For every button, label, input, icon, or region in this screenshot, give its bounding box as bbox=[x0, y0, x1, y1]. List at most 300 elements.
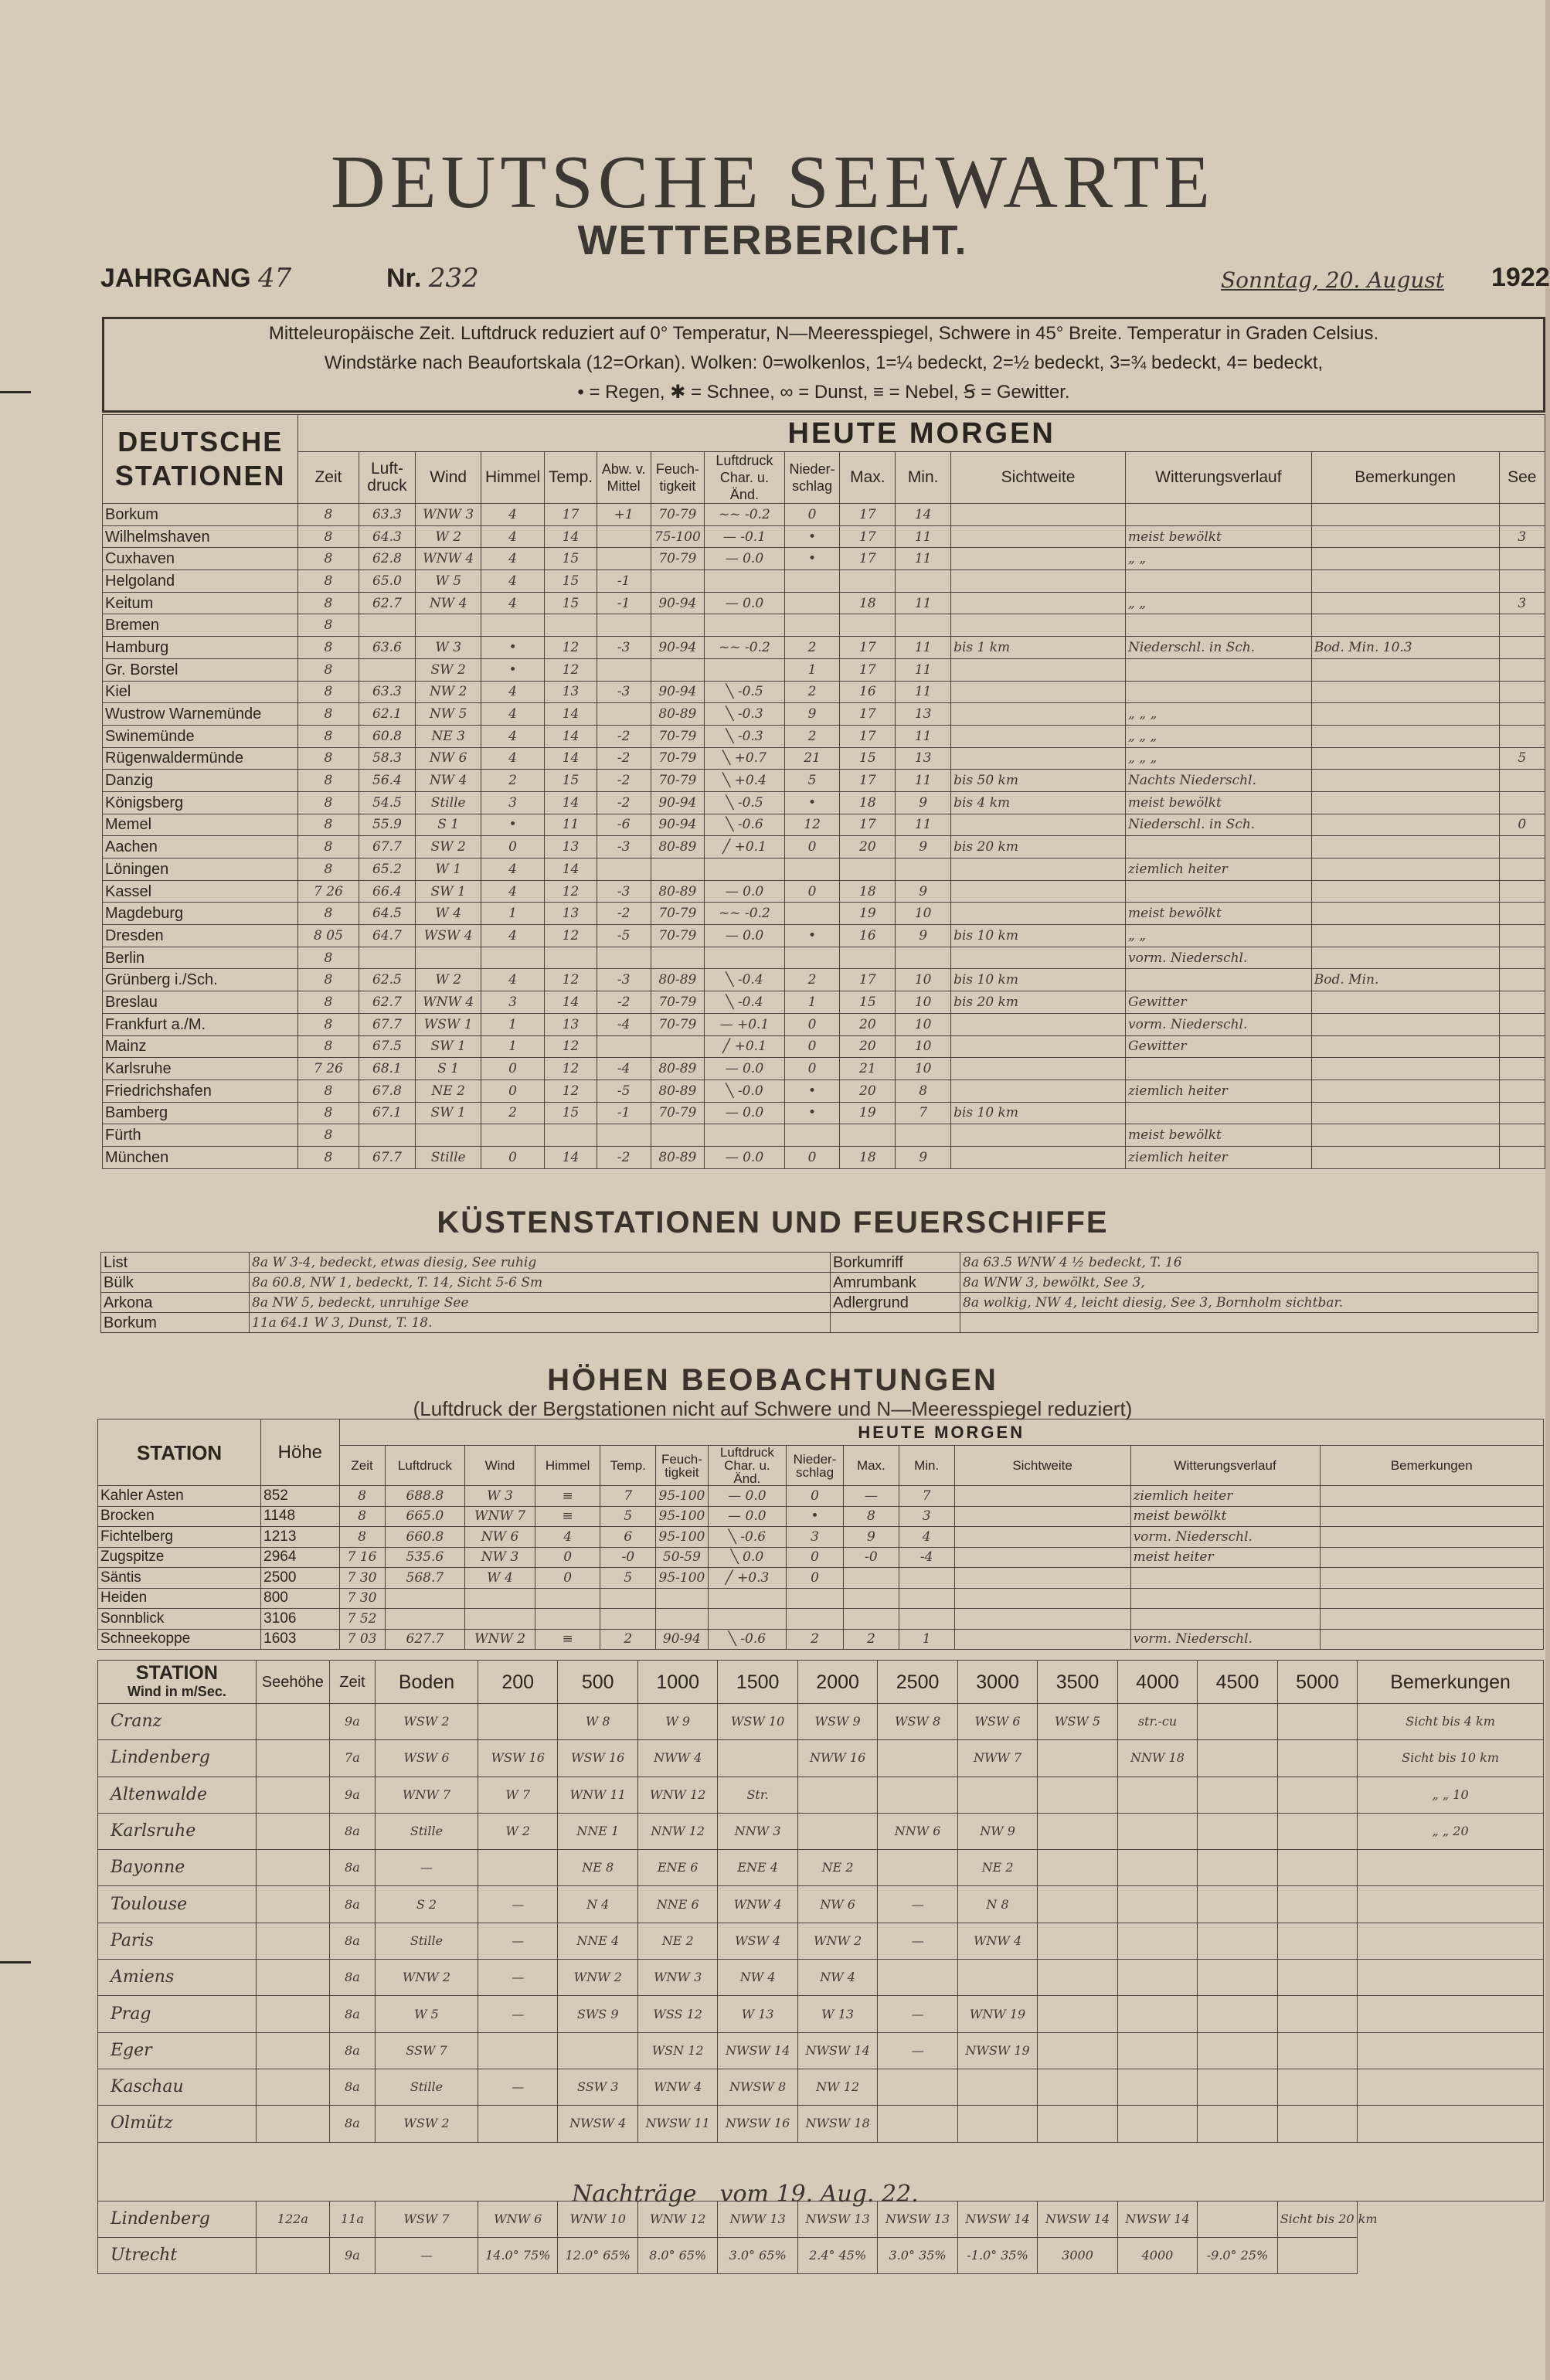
table-cell: 8 bbox=[298, 969, 359, 991]
table-cell: W 13 bbox=[797, 1996, 877, 2032]
table-cell: 8 bbox=[298, 504, 359, 526]
table-cell: 2.4° 45% bbox=[797, 2237, 877, 2273]
table-cell: • bbox=[481, 658, 544, 681]
table-cell: -4 bbox=[597, 1058, 651, 1080]
table-cell: W 2 bbox=[416, 525, 481, 548]
station-name: Paris bbox=[98, 1923, 257, 1959]
station-name: Berlin bbox=[103, 947, 298, 969]
german-stations-body bbox=[103, 504, 1545, 1169]
table-cell: NWSW 13 bbox=[878, 2201, 957, 2237]
table-cell: 8 bbox=[298, 947, 359, 969]
table-cell bbox=[954, 1568, 1130, 1589]
table-cell bbox=[878, 1850, 957, 1886]
table-cell: WSW 5 bbox=[1038, 1704, 1117, 1740]
table-row bbox=[103, 703, 1545, 726]
wind-col: Boden bbox=[375, 1661, 478, 1704]
table-cell: 8 05 bbox=[298, 925, 359, 947]
table-row bbox=[103, 1013, 1545, 1035]
legend-line-2: Windstärke nach Beaufortskala (12=Orkan). Wolken: 0=wolkenlos, 1=¼ bedeckt, 2=½ bedeckt, 3=¾ bedeckt, 4= bedeckt, bbox=[324, 352, 1324, 373]
wind-col: 2000 bbox=[797, 1661, 877, 1704]
table-cell bbox=[840, 614, 896, 637]
table-cell: Sicht bis 20 km bbox=[1277, 2201, 1357, 2237]
table-cell: 1 bbox=[481, 1035, 544, 1058]
table-cell: NW 4 bbox=[797, 1960, 877, 1996]
table-cell bbox=[896, 570, 951, 593]
table-cell bbox=[951, 1080, 1126, 1102]
table-cell: 10 bbox=[896, 1013, 951, 1035]
table-cell bbox=[256, 1850, 329, 1886]
table-cell bbox=[481, 614, 544, 637]
table-cell bbox=[1126, 614, 1312, 637]
table-cell: NW 4 bbox=[416, 592, 481, 614]
high-col: Temp. bbox=[600, 1446, 656, 1486]
coast-report: 8a 60.8, NW 1, bedeckt, T. 14, Sicht 5-6 Sm bbox=[250, 1273, 831, 1293]
table-cell bbox=[1499, 548, 1545, 570]
table-cell: NE 2 bbox=[637, 1923, 717, 1959]
table-cell bbox=[951, 570, 1126, 593]
table-cell: NW 6 bbox=[416, 747, 481, 770]
table-cell bbox=[787, 1588, 844, 1609]
table-cell: 1 bbox=[481, 1013, 544, 1035]
table-cell: -4 bbox=[899, 1547, 954, 1568]
wind-col: 2500 bbox=[878, 1661, 957, 1704]
table-cell bbox=[878, 1776, 957, 1813]
col-see: See bbox=[1499, 452, 1545, 504]
table-cell: WSW 6 bbox=[375, 1740, 478, 1776]
table-cell: ENE 4 bbox=[718, 1850, 797, 1886]
table-row bbox=[98, 1568, 1544, 1589]
table-cell: NW 6 bbox=[465, 1527, 535, 1548]
table-cell: -0 bbox=[843, 1547, 899, 1568]
table-cell: 18 bbox=[840, 592, 896, 614]
mountain-stations-body bbox=[98, 1486, 1544, 1650]
table-cell bbox=[1126, 880, 1312, 903]
table-cell: WNW 4 bbox=[416, 991, 481, 1014]
table-cell bbox=[256, 1776, 329, 1813]
table-cell: -0 bbox=[600, 1547, 656, 1568]
table-cell: 0 bbox=[787, 1486, 844, 1507]
high-col: Luftdruck bbox=[385, 1446, 464, 1486]
table-cell: 7 52 bbox=[339, 1609, 385, 1630]
station-name: Mainz bbox=[103, 1035, 298, 1058]
table-cell bbox=[600, 1609, 656, 1630]
table-cell: 8 bbox=[298, 658, 359, 681]
table-cell bbox=[1358, 1923, 1544, 1959]
table-cell: 8a bbox=[329, 1813, 375, 1849]
table-cell: 1148 bbox=[261, 1506, 339, 1527]
table-cell: WSW 16 bbox=[478, 1740, 558, 1776]
table-row bbox=[103, 858, 1545, 881]
table-row bbox=[98, 1609, 1544, 1630]
table-cell bbox=[1311, 570, 1499, 593]
table-cell: ziemlich heiter bbox=[1126, 858, 1312, 881]
heute-morgen-heading: HEUTE MORGEN bbox=[298, 415, 1545, 452]
high-heute-morgen: HEUTE MORGEN bbox=[339, 1420, 1543, 1446]
table-cell: NE 2 bbox=[797, 1850, 877, 1886]
table-cell: W 3 bbox=[416, 637, 481, 659]
table-cell: ╲ +0.7 bbox=[705, 747, 784, 770]
col-himmel: Himmel bbox=[481, 452, 544, 504]
table-cell: W 4 bbox=[416, 903, 481, 925]
table-cell: bis 1 km bbox=[951, 637, 1126, 659]
table-cell: WSW 8 bbox=[878, 1704, 957, 1740]
table-cell bbox=[1198, 2032, 1277, 2069]
table-cell: vorm. Niederschl. bbox=[1126, 947, 1312, 969]
table-cell: 64.3 bbox=[359, 525, 416, 548]
table-cell: S 2 bbox=[375, 1886, 478, 1923]
table-cell: 11 bbox=[896, 637, 951, 659]
table-row bbox=[98, 2106, 1544, 2142]
high-col: Wind bbox=[465, 1446, 535, 1486]
table-cell: 8 bbox=[298, 570, 359, 593]
table-cell: -1 bbox=[597, 592, 651, 614]
table-cell bbox=[656, 1588, 709, 1609]
table-cell: 3.0° 35% bbox=[878, 2237, 957, 2273]
table-cell: 10 bbox=[896, 1035, 951, 1058]
table-row bbox=[103, 836, 1545, 858]
table-cell: 1 bbox=[784, 991, 840, 1014]
table-cell bbox=[1117, 1776, 1197, 1813]
table-cell bbox=[1311, 814, 1499, 836]
table-cell bbox=[1311, 681, 1499, 703]
table-cell bbox=[535, 1609, 600, 1630]
table-cell: 122a bbox=[256, 2201, 329, 2237]
table-cell bbox=[899, 1609, 954, 1630]
table-cell: -4 bbox=[597, 1013, 651, 1035]
table-cell: 50-59 bbox=[656, 1547, 709, 1568]
table-cell bbox=[1038, 2032, 1117, 2069]
table-cell bbox=[843, 1609, 899, 1630]
table-cell: 17 bbox=[840, 814, 896, 836]
station-name: Hamburg bbox=[103, 637, 298, 659]
table-cell: 14 bbox=[545, 1146, 597, 1168]
high-col: Witterungsverlauf bbox=[1130, 1446, 1320, 1486]
table-cell: 1 bbox=[784, 658, 840, 681]
table-cell bbox=[256, 2237, 329, 2273]
fold-mark bbox=[0, 391, 31, 393]
table-cell bbox=[1311, 1058, 1499, 1080]
table-cell bbox=[478, 1704, 558, 1740]
station-name: Bamberg bbox=[103, 1102, 298, 1124]
table-cell: ╲ -0.6 bbox=[708, 1527, 786, 1548]
wind-station-label: STATION bbox=[135, 1661, 218, 1684]
table-cell: WSW 9 bbox=[797, 1704, 877, 1740]
table-cell: 0 bbox=[787, 1568, 844, 1589]
table-cell: 15 bbox=[545, 1102, 597, 1124]
station-name: Cranz bbox=[98, 1704, 257, 1740]
table-cell: 20 bbox=[840, 1035, 896, 1058]
nachtraege-label: Nachträge bbox=[572, 2181, 697, 2208]
station-name: Fürth bbox=[103, 1124, 298, 1147]
table-row bbox=[103, 1124, 1545, 1147]
table-cell: 0 bbox=[784, 1058, 840, 1080]
table-cell: 68.1 bbox=[359, 1058, 416, 1080]
station-name: Helgoland bbox=[103, 570, 298, 593]
col-max: Max. bbox=[840, 452, 896, 504]
coast-station-name: Arkona bbox=[101, 1293, 250, 1313]
table-cell bbox=[1499, 858, 1545, 881]
table-row bbox=[103, 570, 1545, 593]
table-cell: Stille bbox=[375, 2069, 478, 2105]
table-cell: WNW 11 bbox=[558, 1776, 637, 1813]
table-cell: 8 bbox=[298, 858, 359, 881]
table-cell: — bbox=[478, 1960, 558, 1996]
station-name: Löningen bbox=[103, 858, 298, 881]
table-cell bbox=[1311, 858, 1499, 881]
table-cell bbox=[600, 1588, 656, 1609]
table-cell: WNW 4 bbox=[718, 1886, 797, 1923]
table-cell bbox=[651, 1124, 705, 1147]
table-cell: vorm. Niederschl. bbox=[1130, 1629, 1320, 1650]
table-cell: bis 20 km bbox=[951, 991, 1126, 1014]
table-cell bbox=[1499, 681, 1545, 703]
table-cell bbox=[899, 1568, 954, 1589]
table-cell: 65.0 bbox=[359, 570, 416, 593]
table-cell bbox=[597, 548, 651, 570]
table-cell: 4 bbox=[481, 747, 544, 770]
table-cell: 535.6 bbox=[385, 1547, 464, 1568]
table-cell bbox=[1311, 747, 1499, 770]
table-cell: 14 bbox=[545, 747, 597, 770]
table-row bbox=[103, 658, 1545, 681]
table-cell bbox=[1038, 1886, 1117, 1923]
table-cell: 67.7 bbox=[359, 836, 416, 858]
table-row bbox=[98, 1813, 1544, 1849]
table-cell bbox=[957, 2106, 1037, 2142]
table-cell: 15 bbox=[545, 570, 597, 593]
table-row bbox=[103, 592, 1545, 614]
table-row bbox=[103, 504, 1545, 526]
table-cell: 9a bbox=[329, 2237, 375, 2273]
table-cell: -3 bbox=[597, 681, 651, 703]
station-name: Eger bbox=[98, 2032, 257, 2069]
high-col: Min. bbox=[899, 1446, 954, 1486]
table-cell: ziemlich heiter bbox=[1126, 1146, 1312, 1168]
table-row bbox=[98, 1960, 1544, 1996]
table-cell: Niederschl. in Sch. bbox=[1126, 814, 1312, 836]
table-cell: NWSW 13 bbox=[797, 2201, 877, 2237]
table-cell: • bbox=[481, 637, 544, 659]
table-cell: 80-89 bbox=[651, 1146, 705, 1168]
table-cell: -1 bbox=[597, 570, 651, 593]
station-name: Brocken bbox=[98, 1506, 261, 1527]
station-name: Aachen bbox=[103, 836, 298, 858]
table-cell bbox=[256, 1740, 329, 1776]
table-cell: 14 bbox=[545, 703, 597, 726]
table-cell: 56.4 bbox=[359, 770, 416, 792]
station-name: Breslau bbox=[103, 991, 298, 1014]
table-cell bbox=[1277, 1923, 1357, 1959]
table-cell: 8 bbox=[298, 1080, 359, 1102]
table-cell: 9a bbox=[329, 1704, 375, 1740]
table-cell: 12 bbox=[784, 814, 840, 836]
table-cell bbox=[708, 1609, 786, 1630]
table-cell: Gewitter bbox=[1126, 991, 1312, 1014]
table-cell: SW 1 bbox=[416, 1102, 481, 1124]
table-cell: NWSW 14 bbox=[797, 2032, 877, 2069]
table-cell: „ „ „ bbox=[1126, 747, 1312, 770]
table-cell bbox=[954, 1629, 1130, 1650]
table-cell: -2 bbox=[597, 747, 651, 770]
table-cell bbox=[899, 1588, 954, 1609]
table-cell bbox=[951, 548, 1126, 570]
table-cell: 11a bbox=[329, 2201, 375, 2237]
table-cell: 66.4 bbox=[359, 880, 416, 903]
table-cell: 0 bbox=[784, 1013, 840, 1035]
wind-col-station bbox=[98, 1661, 257, 1704]
table-row bbox=[103, 791, 1545, 814]
station-name: Grünberg i./Sch. bbox=[103, 969, 298, 991]
table-cell: +1 bbox=[597, 504, 651, 526]
station-name: Karlsruhe bbox=[103, 1058, 298, 1080]
table-cell: -2 bbox=[597, 725, 651, 747]
table-cell bbox=[1311, 658, 1499, 681]
table-cell: -3 bbox=[597, 637, 651, 659]
table-cell bbox=[1311, 836, 1499, 858]
table-cell: 5 bbox=[784, 770, 840, 792]
table-cell: 11 bbox=[896, 525, 951, 548]
table-cell: NNW 6 bbox=[878, 1813, 957, 1849]
table-cell bbox=[1499, 770, 1545, 792]
table-cell: vorm. Niederschl. bbox=[1130, 1527, 1320, 1548]
table-cell: — -0.1 bbox=[705, 525, 784, 548]
nachtraege-date: vom 19. Aug. 22. bbox=[719, 2181, 919, 2208]
table-cell: 2964 bbox=[261, 1547, 339, 1568]
table-cell: N 4 bbox=[558, 1886, 637, 1923]
table-cell: WNW 4 bbox=[416, 548, 481, 570]
table-cell: NWSW 8 bbox=[718, 2069, 797, 2105]
table-cell: 0 bbox=[1499, 814, 1545, 836]
table-cell: 55.9 bbox=[359, 814, 416, 836]
table-cell: NW 6 bbox=[797, 1886, 877, 1923]
table-cell: — 0.0 bbox=[708, 1486, 786, 1507]
table-cell: 11 bbox=[896, 658, 951, 681]
table-cell: 7 26 bbox=[298, 880, 359, 903]
table-cell: meist heiter bbox=[1130, 1547, 1320, 1568]
table-cell: 62.7 bbox=[359, 991, 416, 1014]
table-cell bbox=[256, 1704, 329, 1740]
table-cell bbox=[954, 1609, 1130, 1630]
table-cell bbox=[1358, 2069, 1544, 2105]
coast-report: 8a 63.5 WNW 4 ½ bedeckt, T. 16 bbox=[960, 1253, 1538, 1273]
table-cell bbox=[1117, 1923, 1197, 1959]
station-name: Memel bbox=[103, 814, 298, 836]
table-cell bbox=[256, 1813, 329, 1849]
station-name: Swinemünde bbox=[103, 725, 298, 747]
table-cell: 65.2 bbox=[359, 858, 416, 881]
table-cell: bis 50 km bbox=[951, 770, 1126, 792]
table-cell bbox=[705, 1124, 784, 1147]
table-cell: 70-79 bbox=[651, 504, 705, 526]
table-cell: -3 bbox=[597, 836, 651, 858]
table-cell bbox=[951, 525, 1126, 548]
table-cell bbox=[651, 947, 705, 969]
table-cell: 6 bbox=[600, 1527, 656, 1548]
table-cell bbox=[1117, 2032, 1197, 2069]
table-cell: — bbox=[375, 1850, 478, 1886]
table-cell: „ „ bbox=[1126, 548, 1312, 570]
table-cell bbox=[1320, 1486, 1543, 1507]
table-cell bbox=[465, 1609, 535, 1630]
table-cell: 90-94 bbox=[651, 592, 705, 614]
table-cell bbox=[951, 947, 1126, 969]
table-cell: 800 bbox=[261, 1588, 339, 1609]
table-cell bbox=[1499, 1013, 1545, 1035]
table-cell: WSW 10 bbox=[718, 1704, 797, 1740]
table-cell bbox=[784, 570, 840, 593]
table-cell bbox=[1198, 1850, 1277, 1886]
table-cell bbox=[840, 570, 896, 593]
table-cell: 8 bbox=[339, 1486, 385, 1507]
table-cell: 80-89 bbox=[651, 1080, 705, 1102]
table-cell: 13 bbox=[545, 1013, 597, 1035]
table-row bbox=[103, 903, 1545, 925]
coast-station-name: Adlergrund bbox=[831, 1293, 960, 1313]
table-cell: -2 bbox=[597, 991, 651, 1014]
col-sichtweite: Sichtweite bbox=[951, 452, 1126, 504]
table-cell bbox=[787, 1609, 844, 1630]
table-cell: WSW 16 bbox=[558, 1740, 637, 1776]
table-cell bbox=[1126, 836, 1312, 858]
table-cell: 17 bbox=[840, 703, 896, 726]
table-cell: 2 bbox=[784, 681, 840, 703]
table-cell bbox=[951, 1013, 1126, 1035]
table-cell: Stille bbox=[375, 1813, 478, 1849]
table-cell: Gewitter bbox=[1126, 1035, 1312, 1058]
table-cell bbox=[1311, 1102, 1499, 1124]
table-cell: 4000 bbox=[1117, 2237, 1197, 2273]
table-cell: „ „ 20 bbox=[1358, 1813, 1544, 1849]
table-cell: 1213 bbox=[261, 1527, 339, 1548]
table-row bbox=[103, 770, 1545, 792]
table-cell: 7a bbox=[329, 1740, 375, 1776]
table-cell: 90-94 bbox=[651, 814, 705, 836]
table-cell: ziemlich heiter bbox=[1130, 1486, 1320, 1507]
table-cell: 10 bbox=[896, 903, 951, 925]
table-row bbox=[103, 1035, 1545, 1058]
table-cell: 2 bbox=[784, 637, 840, 659]
wind-unit-label: Wind in m/Sec. bbox=[127, 1683, 226, 1699]
table-cell: Str. bbox=[718, 1776, 797, 1813]
table-cell: 18 bbox=[840, 791, 896, 814]
table-cell: vorm. Niederschl. bbox=[1126, 1013, 1312, 1035]
table-cell: 660.8 bbox=[385, 1527, 464, 1548]
table-cell bbox=[1130, 1609, 1320, 1630]
table-cell: 8 bbox=[298, 592, 359, 614]
table-cell bbox=[1499, 991, 1545, 1014]
table-cell: N 8 bbox=[957, 1886, 1037, 1923]
table-cell: NNE 4 bbox=[558, 1923, 637, 1959]
table-cell: ENE 6 bbox=[637, 1850, 717, 1886]
table-cell: WNW 4 bbox=[957, 1923, 1037, 1959]
table-cell: SSW 3 bbox=[558, 2069, 637, 2105]
table-row bbox=[101, 1293, 1538, 1313]
table-cell: 0 bbox=[481, 1058, 544, 1080]
table-cell: WSN 12 bbox=[637, 2032, 717, 2069]
table-row bbox=[103, 814, 1545, 836]
table-cell bbox=[597, 1035, 651, 1058]
table-cell: 665.0 bbox=[385, 1506, 464, 1527]
table-cell bbox=[1358, 1886, 1544, 1923]
table-cell: ╲ +0.4 bbox=[705, 770, 784, 792]
table-cell: 3.0° 65% bbox=[718, 2237, 797, 2273]
table-cell: 20 bbox=[840, 1080, 896, 1102]
table-cell bbox=[481, 1124, 544, 1147]
table-cell: WNW 12 bbox=[637, 2201, 717, 2237]
table-cell: W 2 bbox=[478, 1813, 558, 1849]
wind-col: Seehöhe bbox=[256, 1661, 329, 1704]
table-cell: — bbox=[878, 1996, 957, 2032]
